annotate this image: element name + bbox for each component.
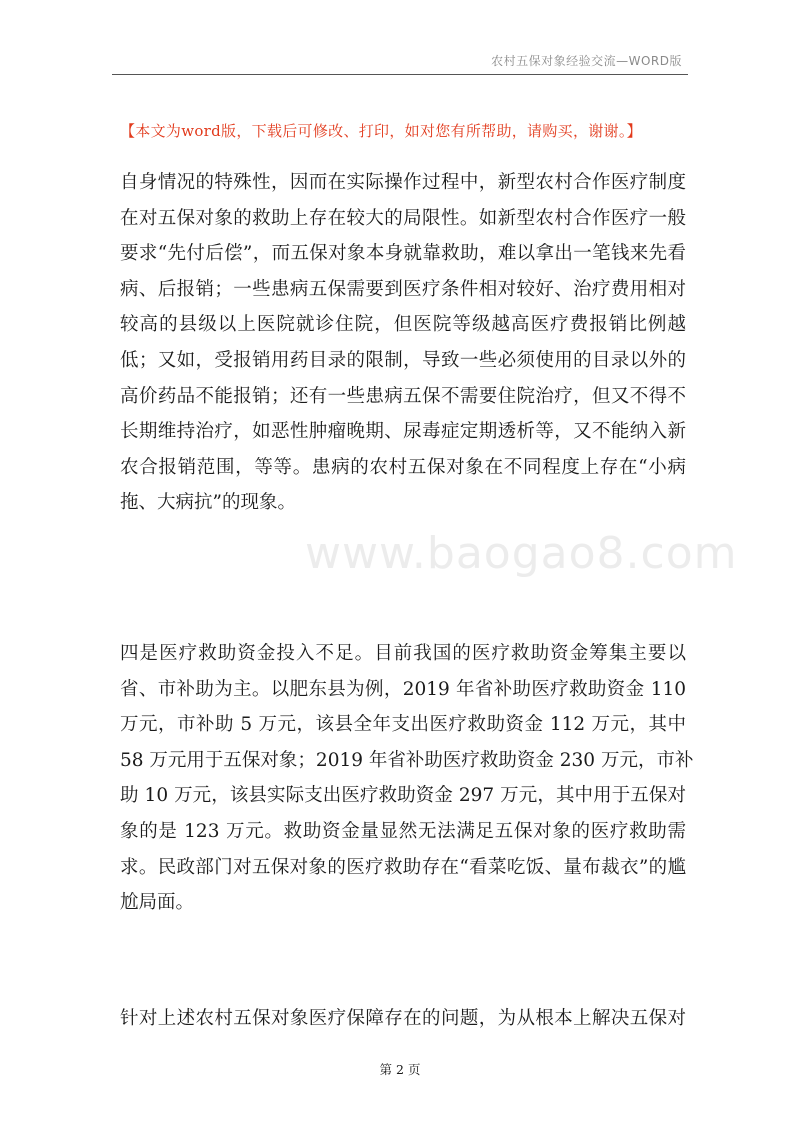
- text-line: 助 10 万元，该县实际支出医疗救助资金 297 万元，其中用于五保对: [120, 785, 686, 807]
- text-line: 万元，市补助 5 万元，该县全年支出医疗救助资金 112 万元，其中: [120, 714, 686, 736]
- text-line: 长期维持治疗，如恶性肿瘤晚期、尿毒症定期透析等，又不能纳入新: [120, 421, 686, 443]
- text-line: 农合报销范围，等等。患病的农村五保对象在不同程度上存在“小病: [120, 456, 686, 478]
- paragraph-1: [120, 165, 686, 521]
- text-line: 自身情况的特殊性，因而在实际操作过程中，新型农村合作医疗制度: [120, 172, 686, 193]
- text-line: 象的是 123 万元。救助资金量显然无法满足五保对象的医疗救助需: [120, 820, 686, 842]
- watermark: www.baogao8.com: [305, 528, 738, 579]
- text-line: 要求“先付后偿”，而五保对象本身就靠救助，难以拿出一笔钱来先看: [120, 243, 686, 265]
- paragraph-3: [120, 1001, 686, 1037]
- text-line: 58 万元用于五保对象；2019 年省补助医疗救助资金 230 万元，市补: [120, 749, 694, 771]
- text-line: 高价药品不能报销；还有一些患病五保不需要住院治疗，但又不得不: [120, 385, 686, 407]
- page-number: 第 2 页: [379, 1062, 421, 1077]
- text-line: 较高的县级以上医院就诊住院，但医院等级越高医疗费报销比例越: [120, 314, 686, 336]
- text-line: 拖、大病抗”的现象。: [120, 492, 296, 514]
- text-line: 低；又如，受报销用药目录的限制，导致一些必须使用的目录以外的: [120, 349, 686, 371]
- download-notice: 【本文为word版，下载后可修改、打印，如对您有所帮助，请购买，谢谢。】: [120, 122, 642, 140]
- paragraph-2: [120, 636, 694, 921]
- text-line: 尬局面。: [120, 892, 195, 914]
- text-line: 在对五保对象的救助上存在较大的局限性。如新型农村合作医疗一般: [120, 207, 686, 229]
- text-line: 病、后报销；一些患病五保需要到医疗条件相对较好、治疗费用相对: [120, 278, 686, 300]
- header-title: 农村五保对象经验交流—WORD版: [491, 54, 682, 68]
- text-line: 省、市补助为主。以肥东县为例，2019 年省补助医疗救助资金 110: [120, 678, 686, 700]
- text-line: 针对上述农村五保对象医疗保障存在的问题，为从根本上解决五保对: [120, 1008, 686, 1029]
- text-line: 求。民政部门对五保对象的医疗救助存在“看菜吃饭、量布裁衣”的尴: [120, 856, 686, 878]
- header-divider: [112, 74, 688, 75]
- text-line: 四是医疗救助资金投入不足。目前我国的医疗救助资金筹集主要以: [120, 643, 686, 664]
